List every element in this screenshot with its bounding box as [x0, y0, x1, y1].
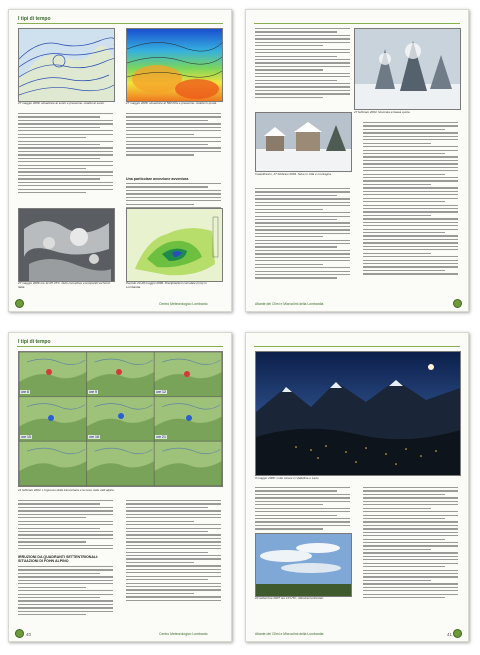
photo-cloudy-sky — [255, 533, 352, 597]
logo-icon — [15, 629, 24, 638]
section-subheading: Una particolare avvezione avventura — [126, 177, 189, 181]
page-number: 41 — [446, 632, 452, 637]
map-time-label: ore 12 — [156, 390, 166, 394]
map-time-label: ore 18 — [89, 435, 99, 439]
page-top-left — [8, 9, 232, 312]
body-text-column — [255, 28, 350, 100]
figure-caption: 3 maggio 2006: notte lunare in Valtellina e Lario. — [255, 476, 320, 480]
body-text-column — [18, 566, 113, 618]
photo-snowy-village — [255, 112, 352, 172]
map-time-label: ore 6 — [21, 390, 29, 394]
page-footer: Atlante dei Climi e Microclimi della Lombardia — [255, 302, 324, 306]
map-time-label: ore 9 — [89, 390, 97, 394]
page-bottom-right — [245, 332, 469, 642]
page-footer: Atlante dei Climi e Microclimi della Lombardia — [255, 632, 324, 636]
body-text-column — [363, 487, 458, 600]
weather-map-altitude — [126, 28, 223, 102]
page-header: I tipi di tempo — [18, 16, 51, 22]
page-bottom-left — [8, 332, 232, 642]
logo-icon — [453, 299, 462, 308]
map-grid — [18, 351, 223, 487]
weather-map-surface — [18, 28, 115, 102]
section-subheading: IRRUZIONI DA QUADRANTI SETTENTRIONALI: SITUAZIONI DI FOHN ALPINO — [18, 555, 99, 563]
page-footer: Centro Meteorologico Lombardo — [159, 302, 208, 306]
header-rule — [254, 23, 460, 24]
body-text-column — [255, 188, 350, 281]
page-header: I tipi di tempo — [18, 339, 51, 345]
header-rule — [17, 346, 223, 347]
map-time-label: ore 15 — [21, 435, 31, 439]
figure-caption: 21 febbraio 2004. L'ingresso della tramontana e la neve nelle valli alpine. — [18, 488, 115, 492]
body-text-column — [126, 500, 221, 603]
body-text-column — [126, 113, 221, 158]
map-time-label: ore 21 — [156, 435, 166, 439]
figure-caption: Castelfranco, 27 febbraio 2004. Neve in citta e montagna. — [255, 172, 332, 176]
body-text-column — [18, 113, 113, 196]
header-rule — [17, 23, 223, 24]
header-rule — [254, 346, 460, 347]
figure-caption: 27 maggio 2006: situazione al 500 hPa e pressione. Analisi in quota. — [126, 101, 217, 105]
precipitation-map — [126, 208, 223, 282]
body-text-column — [18, 500, 113, 552]
body-text-column — [363, 122, 458, 277]
figure-caption: 10 settembre 2007 ore 10 UTC. Altostrati lenticolari. — [255, 596, 324, 600]
figure-caption: 27 febbraio 2004. Nevicata a bassa quota. — [354, 110, 411, 114]
page-top-right — [245, 9, 469, 312]
satellite-image — [18, 208, 115, 282]
figure-caption: Periodo 23-28 maggio 2006. Precipitazioni cumulate (mm) in Lombardia. — [126, 281, 207, 289]
logo-icon — [453, 629, 462, 638]
logo-icon — [15, 299, 24, 308]
page-number: 40 — [26, 632, 32, 637]
photo-night-valley — [255, 351, 461, 476]
photo-snowy-trees — [354, 28, 461, 110]
body-text-column — [255, 487, 350, 532]
figure-caption: 27 maggio 2006: situazione al suolo e pressione. Analisi al suolo. — [18, 101, 105, 105]
figure-caption: 27 maggio 2006 ore 11.05 UTC. Nubi convettive e temporali sul Nord Italia. — [18, 281, 110, 289]
page-footer: Centro Meteorologico Lombardo — [159, 632, 208, 636]
